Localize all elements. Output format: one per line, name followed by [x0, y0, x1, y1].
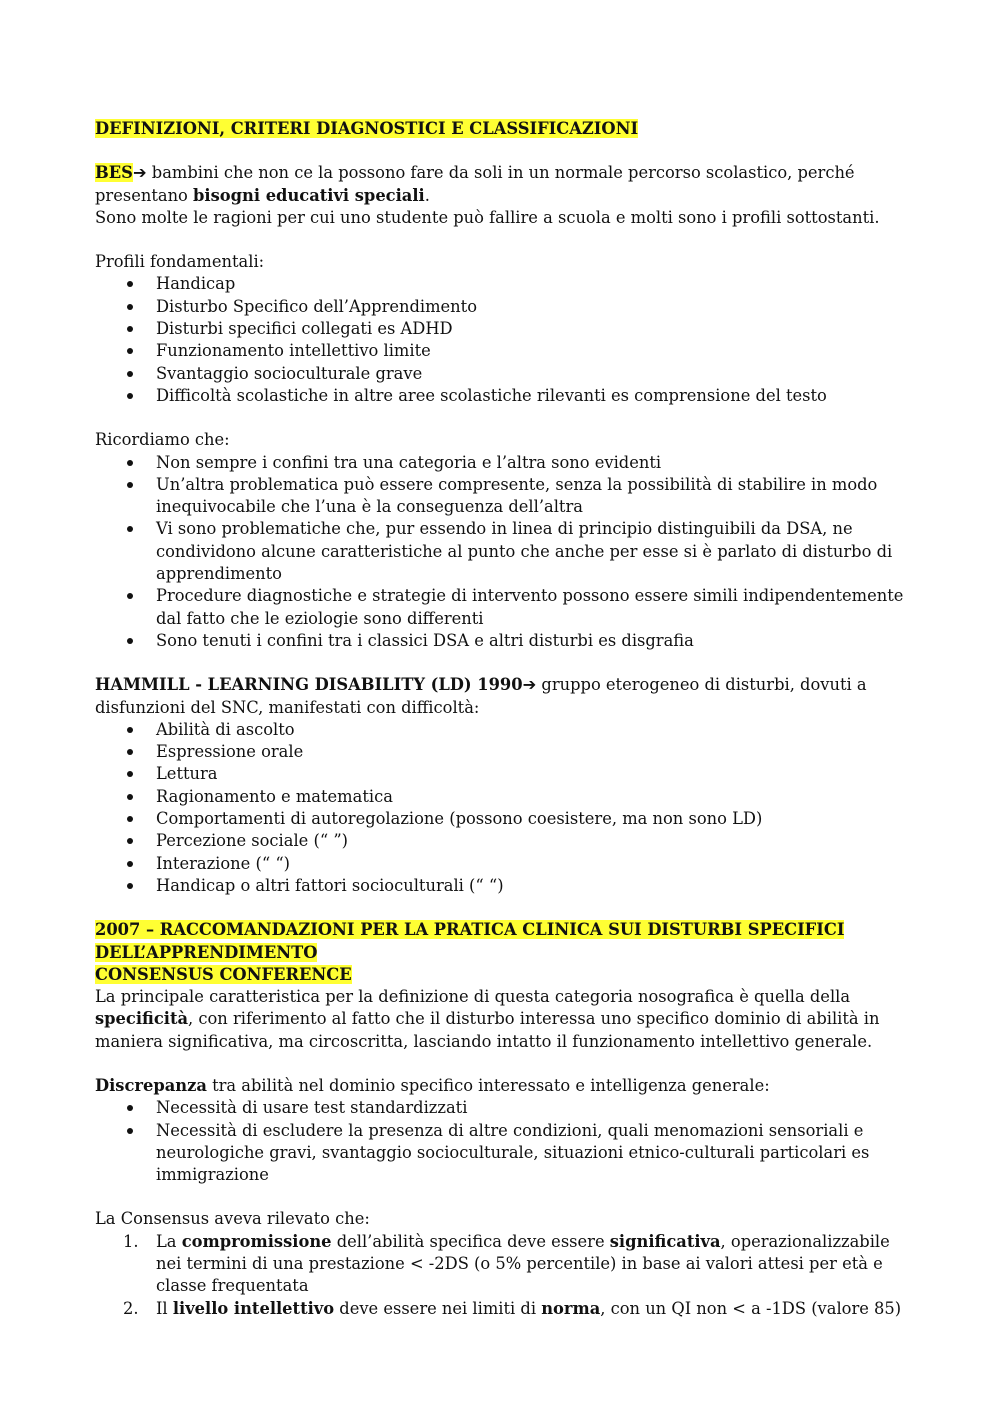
- list-item: Disturbi specifici collegati es ADHD: [156, 318, 910, 340]
- consensus-heading-3: [95, 964, 910, 986]
- list-item: Sono tenuti i confini tra i classici DSA e altri disturbi es disgrafia: [156, 630, 910, 652]
- profili-list: [95, 273, 910, 407]
- list-item: Ragionamento e matematica: [156, 786, 910, 808]
- bes-paragraph: [95, 162, 910, 207]
- discrepanza-list: [95, 1097, 910, 1186]
- bes-bold: bisogni educativi speciali: [193, 185, 425, 205]
- document-page: [95, 118, 910, 1320]
- hammill-label: HAMMILL - LEARNING DISABILITY (LD) 1990: [95, 675, 523, 695]
- consensus-paragraph: [95, 986, 910, 1053]
- hammill-paragraph: [95, 674, 910, 719]
- list-item: Percezione sociale (“ ”): [156, 830, 910, 852]
- consensus-heading-1: [95, 919, 910, 941]
- arrow-icon: ➔: [522, 675, 537, 695]
- list-item: Disturbo Specifico dell’Apprendimento: [156, 296, 910, 318]
- item-text: Il: [156, 1298, 173, 1318]
- list-item: Procedure diagnostiche e strategie di intervento possono essere simili indipendentemente dal fatto che le eziologie sono differenti: [156, 585, 910, 630]
- title-highlight: DEFINIZIONI, CRITERI DIAGNOSTICI E CLASSIFICAZIONI: [95, 119, 639, 138]
- list-item: [123, 1231, 910, 1298]
- discrepanza-paragraph: [95, 1075, 910, 1097]
- item-text: , operazionalizzabile nei termini di una prestazione < -2DS (o 5% percentile) in base ai valori attesi per età e classe frequentata: [156, 1231, 890, 1296]
- ricordiamo-list: [95, 452, 910, 653]
- rilevato-list: [95, 1231, 910, 1320]
- hammill-list: [95, 719, 910, 897]
- list-number: 1.: [123, 1231, 139, 1251]
- list-item: Handicap o altri fattori socioculturali (“ “): [156, 875, 910, 897]
- list-item: Necessità di escludere la presenza di altre condizioni, quali menomazioni sensoriali e neurologiche gravi, svantaggio socioculturale, situazioni etnico-culturali particolari es immigrazione: [156, 1120, 910, 1187]
- item-text: La: [156, 1231, 182, 1251]
- list-item: [123, 1298, 910, 1320]
- item-bold: significativa: [609, 1231, 721, 1251]
- list-item: Funzionamento intellettivo limite: [156, 340, 910, 362]
- list-number: 2.: [123, 1298, 139, 1318]
- ricordiamo-heading: Ricordiamo che:: [95, 430, 230, 450]
- page-title: [95, 118, 910, 140]
- list-item: Necessità di usare test standardizzati: [156, 1097, 910, 1119]
- list-item: Difficoltà scolastiche in altre aree scolastiche rilevanti es comprensione del testo: [156, 385, 910, 407]
- list-item: Lettura: [156, 763, 910, 785]
- consensus-heading-line-3: CONSENSUS CONFERENCE: [95, 964, 352, 984]
- consensus-heading-line-2: DELL’APPRENDIMENTO: [95, 942, 318, 962]
- profili-heading: Profili fondamentali:: [95, 252, 265, 272]
- list-item: Interazione (“ “): [156, 853, 910, 875]
- item-text: , con un QI non < a -1DS (valore 85): [600, 1298, 902, 1318]
- item-bold: norma: [541, 1298, 601, 1318]
- list-item: Vi sono problematiche che, pur essendo in linea di principio distinguibili da DSA, ne condividono alcune caratteristiche al punto che anche per esse si è parlato di disturbo di apprendimento: [156, 518, 910, 585]
- rilevato-heading: La Consensus aveva rilevato che:: [95, 1209, 370, 1229]
- discrepanza-bold: Discrepanza: [95, 1075, 207, 1095]
- item-bold: livello intellettivo: [172, 1298, 335, 1318]
- consensus-text-1: La principale caratteristica per la definizione di questa categoria nosografica è quella della: [95, 987, 851, 1007]
- item-text: dell’abilità specifica deve essere: [331, 1231, 610, 1251]
- bes-text-2: .: [424, 185, 430, 205]
- list-item: Comportamenti di autoregolazione (possono coesistere, ma non sono LD): [156, 808, 910, 830]
- bes-text-1: bambini che non ce la possono fare da soli in un normale percorso scolastico, perché presentano: [95, 163, 855, 205]
- bes-label: BES: [95, 163, 133, 183]
- list-item: Un’altra problematica può essere compresente, senza la possibilità di stabilire in modo inequivocabile che l’una è la conseguenza dell’altra: [156, 474, 910, 519]
- list-item: Abilità di ascolto: [156, 719, 910, 741]
- consensus-heading-line-1: 2007 – RACCOMANDAZIONI PER LA PRATICA CLINICA SUI DISTURBI SPECIFICI: [95, 920, 845, 940]
- discrepanza-text: tra abilità nel dominio specifico interessato e intelligenza generale:: [206, 1075, 770, 1095]
- item-bold: compromissione: [181, 1231, 332, 1251]
- hammill-text: gruppo eterogeneo di disturbi, dovuti a disfunzioni del SNC, manifestati con difficoltà:: [95, 675, 867, 717]
- bes-line-2: Sono molte le ragioni per cui uno studente può fallire a scuola e molti sono i profili sottostanti.: [95, 207, 880, 227]
- list-item: Espressione orale: [156, 741, 910, 763]
- list-item: Handicap: [156, 273, 910, 295]
- item-text: deve essere nei limiti di: [334, 1298, 542, 1318]
- list-item: Non sempre i confini tra una categoria e l’altra sono evidenti: [156, 452, 910, 474]
- consensus-text-2: , con riferimento al fatto che il disturbo interessa uno specifico dominio di abilità in maniera significativa, ma circoscritta, lasciando intatto il funzionamento intellettivo generale.: [95, 1009, 880, 1051]
- arrow-icon: ➔: [132, 163, 147, 183]
- list-item: Svantaggio socioculturale grave: [156, 363, 910, 385]
- consensus-heading-2: [95, 942, 910, 964]
- consensus-bold: specificità: [95, 1009, 189, 1029]
